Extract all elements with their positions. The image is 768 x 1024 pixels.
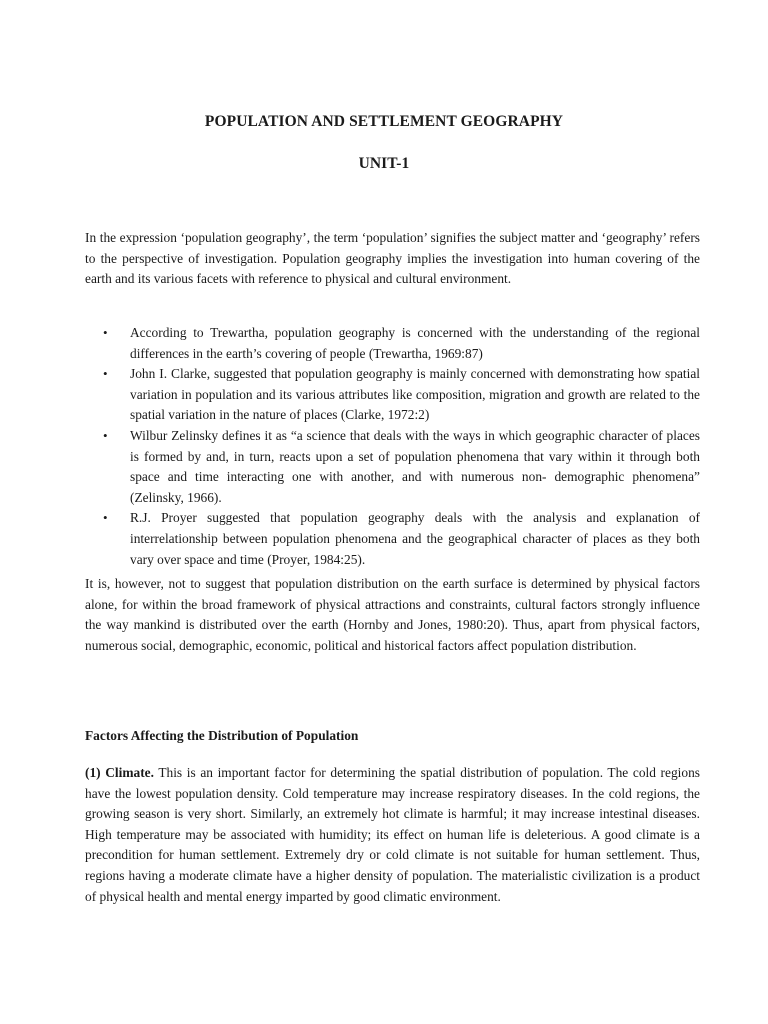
document-title: POPULATION AND SETTLEMENT GEOGRAPHY [204,113,564,130]
intro-paragraph: In the expression ‘population geography’, the term ‘population’ signifies the subject matter and ‘geography’ refers to the perspective of investigation. Population geography implies the investigation into human covering of the earth and its various facets with reference to physical and cultural environment. [85,230,700,287]
second-paragraph: It is, however, not to suggest that population distribution on the earth surface is determined by physical factors alone, for within the broad framework of physical attractions and constraints, cultural factors strongly influence the way mankind is distributed over the earth (Hornby and Jones, 1980:20). Thus, apart from physical factors, numerous social, demographic, economic, political and historical factors affect population distribution. [85,576,700,653]
list-item-text: R.J. Proyer suggested that population geography deals with the analysis and explanation of interrelationship between population phenomena and the geographical character of places as they both vary over space and time (Proyer, 1984:25). [130,510,700,567]
bullet-icon: • [103,427,108,443]
list-item [0,323,700,364]
definitions-list [0,323,768,570]
section-heading: Factors Affecting the Distribution of Population [85,728,359,743]
list-item [0,508,700,570]
list-item-text: According to Trewartha, population geography is concerned with the understanding of the regional differences in the earth’s covering of people (Trewartha, 1969:87) [130,325,700,361]
climate-paragraph [85,763,700,907]
list-item [0,364,700,426]
list-item-text: John I. Clarke, suggested that population geography is mainly concerned with demonstrating how spatial variation in population and its various attributes like composition, migration and growth are related to the spatial variation in the nature of places (Clarke, 1972:2) [130,366,700,423]
bullet-icon: • [103,325,108,340]
climate-text: This is an important factor for determining the spatial distribution of population. The cold regions have the lowest population density. Cold temperature may increase respiratory diseases. In the cold regions, the growing season is very short. Similarly, an extremely hot climate is harmful; it may increase intestinal diseases. High temperature may be associated with humidity; its effect on human life is deleterious. A good climate is a precondition for human settlement. Extremely dry or cold climate is not suitable for human settlement. Thus, regions having a moderate climate have a higher density of population. The materialistic civilization is a product of physical health and mental energy imparted by good climatic environment. [85,765,700,904]
climate-lead: (1) Climate. [85,765,154,780]
unit-heading: UNIT-1 [358,155,410,172]
list-item-text: Wilbur Zelinsky defines it as “a science that deals with the ways in which geographic character of places is formed by and, in turn, reacts upon a set of population phenomena that vary within it through both space and time interacting one with another, and with numerous non- demographic phenomena” (Zelinsky, 1966). [130,427,700,505]
bullet-icon: • [103,366,108,382]
bullet-icon: • [103,510,108,526]
list-item [0,426,700,508]
